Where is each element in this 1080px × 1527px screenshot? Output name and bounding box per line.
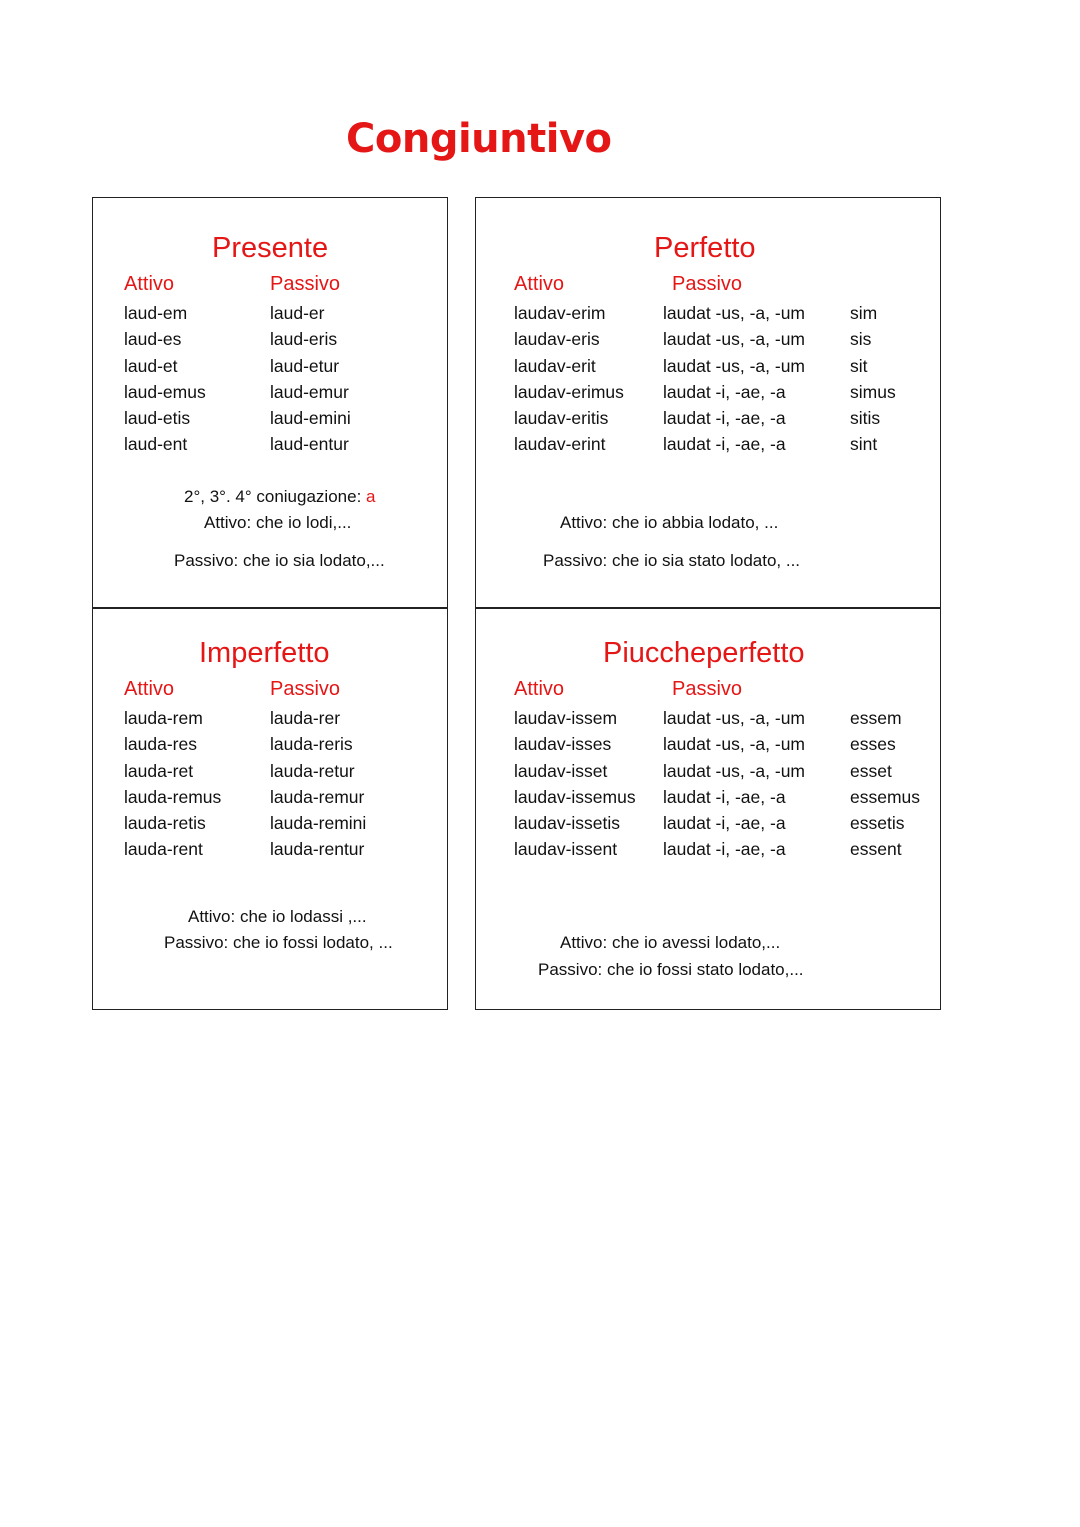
perfetto-attivo-header: Attivo [514,273,565,295]
list-item: lauda-retis [124,813,206,834]
perfetto-note-passivo: Passivo: che io sia stato lodato, ... [543,551,801,570]
list-item: laud-et [124,355,178,376]
list-item: sint [850,434,878,455]
piuccheperfetto-aux-list [850,705,920,863]
list-item: laud-emus [124,381,206,402]
list-item: laud-emini [270,408,351,429]
list-item: lauda-rentur [270,839,365,860]
list-item: laudav-issemus [514,786,636,807]
list-item: laudav-isses [514,734,612,755]
list-item: laudav-eris [514,329,600,350]
imperfetto-attivo-list [124,705,221,863]
presente-note-passivo: Passivo: che io sia lodato,... [174,551,385,570]
list-item: laud-emur [270,381,349,402]
list-item: laudat -us, -a, -um [663,708,805,728]
presente-attivo-list [124,300,206,458]
list-item: essemus [850,786,921,807]
list-item: laudat -i, -ae, -a [663,813,786,834]
piuccheperfetto-note-passivo: Passivo: che io fossi stato lodato,... [538,960,804,979]
list-item: laudat -us, -a, -um [663,734,805,755]
list-item: laud-ent [124,434,188,455]
list-item: lauda-remur [270,786,365,807]
list-item: sitis [850,408,881,429]
imperfetto-passivo-header: Passivo [270,678,341,700]
list-item: laudav-erit [514,355,596,376]
presente-attivo-header: Attivo [124,273,175,295]
list-item: essent [850,839,902,860]
list-item: laudat -i, -ae, -a [663,408,786,429]
imperfetto-title: Imperfetto [199,637,330,669]
perfetto-aux-list [850,300,896,458]
presente-passivo-header: Passivo [270,273,341,295]
list-item: esset [850,760,892,781]
perfetto-note-attivo: Attivo: che io abbia lodato, ... [560,513,779,532]
list-item: laudav-issem [514,708,618,728]
presente-note-attivo: Attivo: che io lodi,... [204,513,352,532]
list-item: laudav-isset [514,760,608,781]
coniugazione-letter: a [366,487,376,506]
list-item: laudat -i, -ae, -a [663,381,786,402]
list-item: laudat -us, -a, -um [663,329,805,350]
list-item: laudav-erim [514,303,606,323]
list-item: essem [850,708,902,728]
imperfetto-attivo-header: Attivo [124,678,175,700]
presente-note-coniugazione [184,487,376,507]
list-item: laudav-issetis [514,813,621,834]
list-item: lauda-res [124,734,197,755]
list-item: lauda-remini [270,813,367,834]
list-item: laudat -i, -ae, -a [663,434,786,455]
list-item: laud-em [124,303,188,323]
piuccheperfetto-attivo-list [514,705,636,863]
list-item: laudav-issent [514,839,618,860]
perfetto-attivo-list [514,300,624,458]
imperfetto-passivo-list [270,705,366,863]
list-item: laudat -us, -a, -um [663,760,805,781]
piuccheperfetto-passivo-list [663,705,805,863]
presente-title: Presente [212,232,329,264]
page-title: Congiuntivo [346,116,612,162]
list-item: sit [850,355,868,376]
list-item: laudat -i, -ae, -a [663,839,786,860]
imperfetto-note-passivo: Passivo: che io fossi lodato, ... [164,933,393,952]
list-item: esses [850,734,896,755]
list-item: laudat -i, -ae, -a [663,786,786,807]
list-item: lauda-ret [124,760,194,781]
list-item: laudav-eritis [514,408,609,429]
list-item: lauda-reris [270,734,353,755]
presente-passivo-list [270,300,351,458]
list-item: sis [850,329,872,350]
list-item: lauda-rer [270,708,341,728]
list-item: laud-es [124,329,182,350]
perfetto-title: Perfetto [654,232,756,264]
list-item: sim [850,303,878,323]
list-item: laud-etur [270,355,340,376]
list-item: lauda-rent [124,839,203,860]
piuccheperfetto-title: Piuccheperfetto [603,637,805,669]
perfetto-passivo-header: Passivo [672,273,743,295]
perfetto-passivo-list [663,300,805,458]
list-item: lauda-rem [124,708,203,728]
list-item: laudav-erimus [514,381,624,402]
list-item: lauda-remus [124,786,222,807]
list-item: essetis [850,813,905,834]
imperfetto-note-attivo: Attivo: che io lodassi ,... [188,907,367,926]
list-item: laud-er [270,303,325,323]
list-item: laudat -us, -a, -um [663,303,805,323]
list-item: simus [850,381,896,402]
piuccheperfetto-passivo-header: Passivo [672,678,743,700]
list-item: laud-etis [124,408,191,429]
list-item: lauda-retur [270,760,355,781]
coniugazione-text: 2°, 3°. 4° coniugazione: [184,487,362,506]
piuccheperfetto-attivo-header: Attivo [514,678,565,700]
list-item: laud-eris [270,329,338,350]
list-item: laudat -us, -a, -um [663,355,805,376]
list-item: laud-entur [270,434,349,455]
list-item: laudav-erint [514,434,606,455]
piuccheperfetto-note-attivo: Attivo: che io avessi lodato,... [560,933,781,952]
